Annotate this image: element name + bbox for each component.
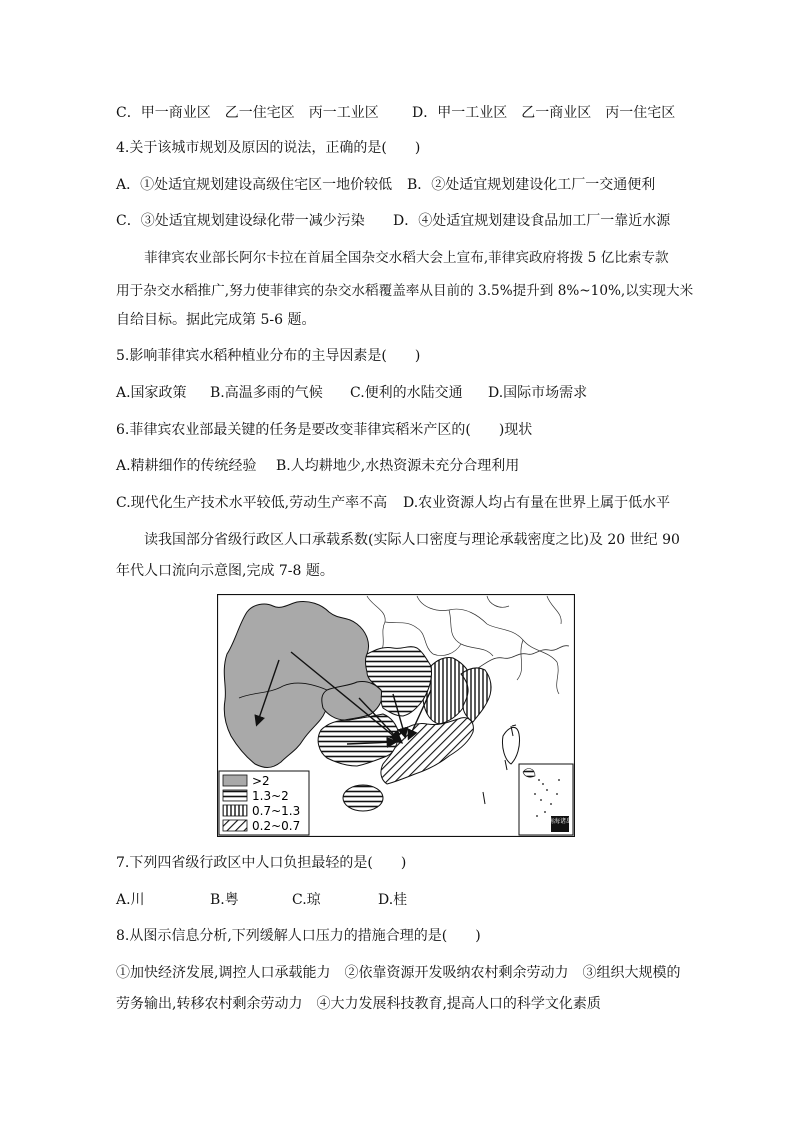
legend-label-0: >2 — [252, 774, 270, 788]
legend-swatch-vertical — [223, 805, 247, 816]
region-hainan — [343, 785, 383, 811]
q6-stem: 6.菲律宾农业部最关键的任务是要改变菲律宾稻米产区的( )现状 — [116, 422, 533, 438]
legend-swatch-gray — [223, 775, 247, 786]
q8-stem: 8.从图示信息分析,下列缓解人口压力的措施合理的是( ) — [116, 928, 481, 944]
q6-option-c: C.现代化生产技术水平较低,劳动生产率不高 — [116, 495, 388, 511]
q4-option-b: B．②处适宜规划建设化工厂一交通便利 — [407, 177, 656, 193]
q7-option-d: D.桂 — [378, 892, 408, 908]
passage1-line1: 菲律宾农业部长阿尔卡拉在首届全国杂交水稻大会上宣布,菲律宾政府将拨 5 亿比索专款 — [144, 250, 669, 266]
legend-label-3: 0.2~0.7 — [252, 819, 301, 833]
passage1-line3: 自给目标。据此完成第 5-6 题。 — [116, 312, 316, 328]
population-map — [217, 594, 575, 837]
q6-option-d: D.农业资源人均占有量在世界上属于低水平 — [403, 495, 671, 511]
q4-option-a: A．①处适宜规划建设高级住宅区一地价较低 — [116, 177, 393, 193]
legend-swatch-horizontal — [223, 790, 247, 801]
inset-label: 南海诸岛 — [547, 818, 573, 825]
legend-label-2: 0.7~1.3 — [252, 804, 301, 818]
passage2-line1: 读我国部分省级行政区人口承载系数(实际人口密度与理论承载密度之比)及 20 世纪 90 — [144, 532, 680, 548]
q7-stem: 7.下列四省级行政区中人口负担最轻的是( ) — [116, 855, 407, 871]
q5-option-d: D.国际市场需求 — [488, 385, 588, 401]
q5-stem: 5.影响菲律宾水稻种植业分布的主导因素是( ) — [116, 348, 421, 364]
q6-option-b: B.人均耕地少,水热资源未充分合理利用 — [276, 458, 520, 474]
q4-option-c: C．③处适宜规划建设绿化带一减少污染 — [116, 213, 365, 229]
q3-option-c: C．甲一商业区 乙一住宅区 丙一工业区 — [116, 105, 379, 121]
q7-option-a: A.川 — [116, 892, 145, 908]
q5-option-c: C.便利的水陆交通 — [350, 385, 463, 401]
passage1-line2: 用于杂交水稻推广,努力使菲律宾的杂交水稻覆盖率从目前的 3.5%提升到 8%~10%,以实现大米 — [116, 283, 694, 299]
map-svg — [217, 594, 575, 837]
q7-option-b: B.粤 — [210, 892, 239, 908]
q4-stem: 4.关于该城市规划及原因的说法，正确的是( ) — [116, 140, 421, 156]
q8-line2: 劳务输出,转移农村剩余劳动力 ④大力发展科技教育,提高人口的科学文化素质 — [116, 996, 601, 1012]
q6-option-a: A.精耕细作的传统经验 — [116, 458, 257, 474]
q5-option-a: A.国家政策 — [116, 385, 187, 401]
q8-line1: ①加快经济发展,调控人口承载能力 ②依靠资源开发吸纳农村剩余劳动力 ③组织大规模的 — [116, 965, 681, 981]
passage2-line2: 年代人口流向示意图,完成 7-8 题。 — [116, 563, 334, 579]
q3-option-d: D．甲一工业区 乙一商业区 丙一住宅区 — [412, 105, 676, 121]
q5-option-b: B.高温多雨的气候 — [210, 385, 323, 401]
q7-option-c: C.琼 — [292, 892, 321, 908]
legend-swatch-diagonal — [223, 820, 247, 831]
q4-option-d: D．④处适宜规划建设食品加工厂一靠近水源 — [393, 213, 671, 229]
legend-label-1: 1.3~2 — [252, 789, 289, 803]
